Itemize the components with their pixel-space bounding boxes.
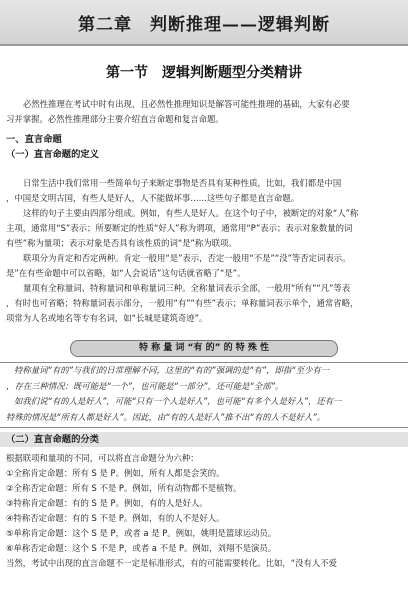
definition-line: 这样的句子主要由四部分组成。例如，有些人是好人。在这个句子中，被断定的对象“人”称 (23, 208, 359, 218)
definition-line: ，中国是文明古国，有些人是好人，人不能做坏事……这些句子都是直言命题。 (6, 193, 300, 203)
definition-line: 主项，通常用“S”表示；所要断定的性质“好人”称为谓项，通常用“P”表示；表示对象数量的词 (6, 223, 353, 233)
feature-title: 特 称 量 词 “有 的” 的 特 殊 性 (70, 340, 338, 357)
classification-intro: 根据联项和量项的不同，可以将直言命题分为六种： (6, 453, 199, 463)
closing-line: 当然，考试中出现的直言命题不一定是标准形式，有的可能需要转化。比如，“没有人不爱 (6, 558, 337, 568)
definition-line: 是”在有些命题中可以省略，如“人会说话”这句话就省略了“是”。 (6, 268, 246, 278)
feature-line: ，存在三种情况：既可能是“一个”，也可能是“一部分”，还可能是“全部”。 (6, 380, 284, 391)
definition-line: 联项分为肯定和否定两种。肯定一般用“是”表示，否定一般用“不是”“没”等否定词表示。 (23, 253, 351, 263)
classification-item: ④特称否定命题：有的 S 不是 P。例如，有的人不是好人。 (6, 513, 225, 523)
feature-line: 如我们说“有的人是好人”，可能“只有一个人是好人”，也可能“有多个人是好人”，还有一 (14, 396, 342, 406)
section-title: 第一节 逻辑判断题型分类精讲 (106, 65, 302, 81)
definition-line: 有些”称为量项；表示对象是否具有该性质的词“是”称为联项。 (6, 238, 237, 248)
definition-line: ，有时也可省略；特称量词表示部分，一般用“有”“有些”表示；单称量词表示单个，通常省略， (6, 298, 359, 308)
chapter-title: 第二章 判断推理——逻辑判断 (0, 0, 408, 46)
classification-item: ⑥单称否定命题：这个 S 不是 P，或者 a 不是 P。例如，刘翔不是演员。 (6, 543, 277, 553)
categorical-section (6, 132, 404, 162)
heading-definition: （一）直言命题的定义 (6, 149, 99, 160)
heading-classification: （二）直言命题的分类 (0, 432, 408, 447)
intro-paragraph (6, 97, 404, 127)
feature-line: 特称量词“有的”与我们的日常理解不同，这里的“有的”强调的是“有”，即指“至少有一 (14, 365, 330, 375)
classification-list (6, 451, 404, 571)
definition-line: 日常生活中我们常用一些简单句子来断定事物是否具有某种性质，比如，我们都是中国 (23, 178, 342, 188)
feature-note-box (0, 362, 408, 428)
classification-item: ⑤单称肯定命题：这个 S 是 P，或者 a 是 P。例如，姚明是篮球运动员。 (6, 528, 277, 538)
definition-paragraphs (6, 176, 404, 326)
intro-line: 必然性推理在考试中时有出现，且必然性推理知识是解答可能性推理的基础，大家有必要 (23, 99, 350, 109)
feature-line: 特殊的情况是“所有人都是好人”。因此，由“有的人是好人”推不出“有的人不是好人”。 (6, 411, 326, 422)
classification-item: ②全称否定命题：所有 S 不是 P。例如，所有动物都不是植物。 (6, 483, 242, 493)
intro-line: 习并掌握。必然性推理部分主要介绍直言命题和复言命题。 (6, 114, 224, 124)
classification-item: ③特称肯定命题：有的 S 是 P。例如，有的人是好人。 (6, 498, 208, 508)
definition-line: 项常为人名或地名等专有名词，如“长城是建筑奇迹”。 (6, 313, 208, 323)
definition-line: 量项有全称量词、特称量词和单称量词三种。全称量词表示全部，一般用“所有”“凡”等表 (23, 283, 351, 293)
heading-categorical: 一、直言命题 (6, 134, 62, 145)
classification-item: ①全称肯定命题：所有 S 是 P。例如，所有人都是会笑的。 (6, 468, 225, 478)
